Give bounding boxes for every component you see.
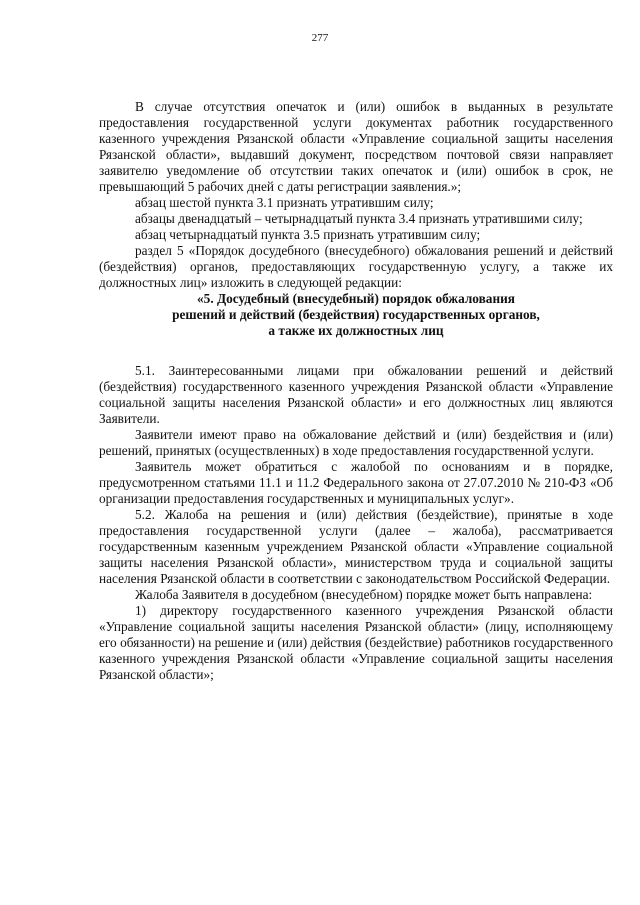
paragraph-abzac-fourteenth: абзац четырнадцатый пункта 3.5 признать утратившим силу; bbox=[135, 227, 481, 242]
spacer bbox=[99, 339, 613, 363]
page-number: 277 bbox=[311, 32, 329, 44]
paragraph-section5-replace: раздел 5 «Порядок досудебного (внесудебного) обжалования решений и действий (бездействия) органов, предоставляющих государственную услугу, а также их должностных лиц» изложить в следующей редакции: bbox=[99, 243, 613, 290]
paragraph-typo-absence: В случае отсутствия опечаток и (или) ошибок в выданных в результате предоставления государственной услуги документах работник государственного казенного учреждения Рязанской области «Управление социальной защиты населения Рязанской области», выдавший документ, посредством почтовой связи направляет заявителю уведомление об отсутствии таких опечаток и (или) ошибок в срок, не превышающий 5 рабочих дней с даты регистрации заявления.»; bbox=[99, 99, 613, 194]
paragraph-5-1: 5.1. Заинтересованными лицами при обжаловании решений и действий (бездействия) государственного казенного учреждения Рязанской области «Управление социальной защиты населения Рязанской области» и его должностных лиц являются Заявители. bbox=[99, 363, 613, 426]
section-heading-line-1: «5. Досудебный (внесудебный) порядок обжалования bbox=[197, 291, 515, 306]
paragraph-complaint-grounds: Заявитель может обратиться с жалобой по основаниям и в порядке, предусмотренном статьями 11.1 и 11.2 Федерального закона от 27.07.2010 № 210-ФЗ «Об организации предоставления государственных и муниципальных услуг». bbox=[99, 459, 613, 506]
section-heading-line-3: а также их должностных лиц bbox=[268, 323, 444, 338]
paragraph-abzacy-twelfth: абзацы двенадцатый – четырнадцатый пункта 3.4 признать утратившими силу; bbox=[135, 211, 583, 226]
paragraph-director-item: 1) директору государственного казенного учреждения Рязанской области «Управление социальной защиты населения Рязанской области» (лицу, исполняющему его обязанности) на решение и (или) действия (бездействие) работников государственного казенного учреждения Рязанской области «Управление социальной защиты населения Рязанской области»; bbox=[99, 603, 613, 682]
paragraph-appeal-right: Заявители имеют право на обжалование действий и (или) бездействия и (или) решений, принятых (осуществленных) в ходе предоставления государственной услуги. bbox=[99, 427, 613, 458]
paragraph-complaint-direction: Жалоба Заявителя в досудебном (внесудебном) порядке может быть направлена: bbox=[135, 587, 593, 602]
paragraph-5-2: 5.2. Жалоба на решения и (или) действия (бездействие), принятые в ходе предоставления государственной услуги (далее – жалоба), рассматривается государственным казенным учреждением Рязанской области «Управление социальной защиты населения Рязанской области», министерством труда и социальной защиты населения Рязанской области в соответствии с законодательством Российской Федерации. bbox=[99, 507, 613, 586]
document-body bbox=[99, 99, 613, 683]
section-heading-line-2: решений и действий (бездействия) государственных органов, bbox=[172, 307, 540, 322]
paragraph-abzac-sixth: абзац шестой пункта 3.1 признать утратившим силу; bbox=[135, 195, 434, 210]
